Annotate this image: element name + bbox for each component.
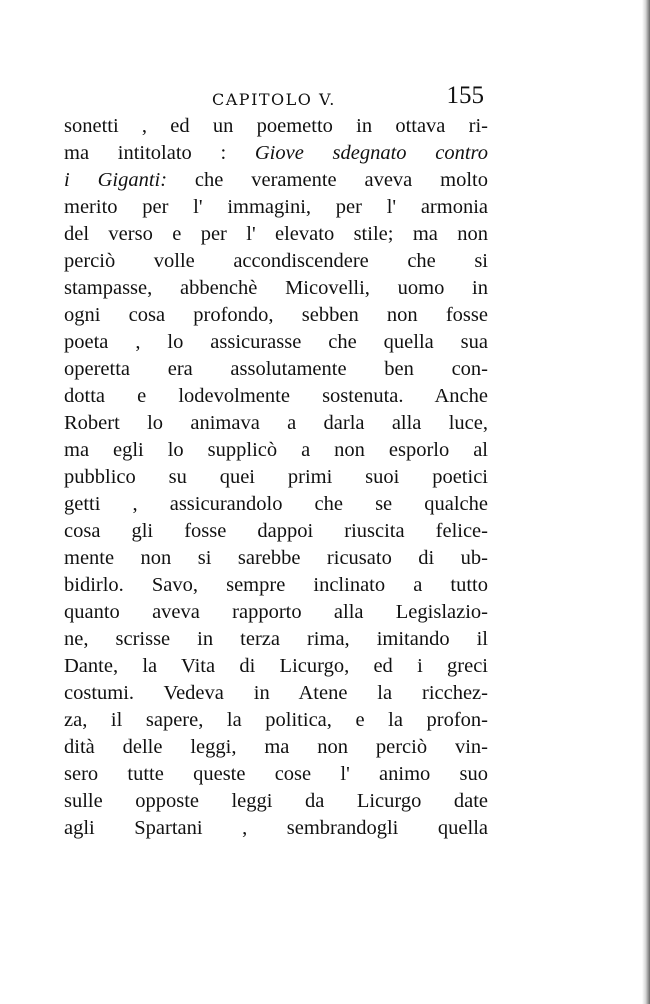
- text-span: ogni cosa profondo, sebben non fosse: [64, 304, 488, 326]
- text-line: [64, 248, 488, 275]
- text-span: sonetti , ed un poemetto in ottava ri-: [64, 115, 488, 137]
- text-line: [64, 464, 488, 491]
- text-span: merito per l' immagini, per l' armonia: [64, 196, 488, 218]
- text-line: [64, 437, 488, 464]
- text-span: sulle opposte leggi da Licurgo date: [64, 790, 488, 812]
- text-span: poeta , lo assicurasse che quella sua: [64, 331, 488, 353]
- text-span: quanto aveva rapporto alla Legislazio-: [64, 601, 488, 623]
- text-line: [64, 572, 488, 599]
- text-span: ne, scrisse in terza rima, imitando il: [64, 628, 488, 650]
- text-span: ma intitolato :: [64, 142, 255, 164]
- text-line: [64, 545, 488, 572]
- italic-title-span: Giove sdegnato contro: [254, 142, 488, 164]
- text-span: sero tutte queste cose l' animo suo: [64, 763, 488, 785]
- text-line: [64, 329, 488, 356]
- text-line: [64, 788, 488, 815]
- running-head: [64, 82, 488, 112]
- text-span: dotta e lodevolmente sostenuta. Anche: [64, 385, 488, 407]
- text-span: del verso e per l' elevato stile; ma non: [64, 223, 488, 245]
- text-span: dità delle leggi, ma non perciò vin-: [64, 736, 488, 758]
- text-span: operetta era assolutamente ben con-: [64, 358, 488, 380]
- text-span: bidirlo. Savo, sempre inclinato a tutto: [64, 574, 488, 596]
- text-line: [64, 734, 488, 761]
- text-line: [64, 221, 488, 248]
- text-span: Dante, la Vita di Licurgo, ed i greci: [64, 655, 488, 677]
- text-line: [64, 410, 488, 437]
- text-span: costumi. Vedeva in Atene la ricchez-: [64, 682, 488, 704]
- text-line: [64, 653, 488, 680]
- text-span: mente non si sarebbe ricusato di ub-: [64, 547, 488, 569]
- text-line: [64, 275, 488, 302]
- text-span: za, il sapere, la politica, e la profon-: [64, 709, 488, 731]
- text-line: [64, 680, 488, 707]
- text-line: [64, 194, 488, 221]
- text-line: [64, 815, 488, 842]
- text-span: perciò volle accondiscendere che si: [64, 250, 488, 272]
- text-span: getti , assicurandolo che se qualche: [64, 493, 488, 515]
- text-span: stampasse, abbenchè Micovelli, uomo in: [64, 277, 488, 299]
- text-line: [64, 518, 488, 545]
- text-span: agli Spartani , sembrandogli quella: [64, 817, 488, 839]
- text-line: [64, 599, 488, 626]
- text-span: pubblico su quei primi suoi poetici: [64, 466, 488, 488]
- text-line: [64, 302, 488, 329]
- page-number: 155: [446, 82, 484, 109]
- body-text: [64, 113, 488, 842]
- text-line: [64, 491, 488, 518]
- text-line: [64, 167, 488, 194]
- text-line: [64, 356, 488, 383]
- text-line: [64, 761, 488, 788]
- chapter-title: CAPITOLO V.: [212, 90, 336, 109]
- text-span: che veramente aveva molto: [167, 169, 488, 191]
- text-span: ma egli lo supplicò a non esporlo al: [64, 439, 488, 461]
- text-span: cosa gli fosse dappoi riuscita felice-: [64, 520, 488, 542]
- page-edge-shadow: [642, 0, 650, 1004]
- text-line: [64, 113, 488, 140]
- italic-title-span: i Giganti:: [64, 169, 168, 191]
- text-span: Robert lo animava a darla alla luce,: [64, 412, 488, 434]
- text-line: [64, 707, 488, 734]
- text-line: [64, 140, 488, 167]
- text-line: [64, 383, 488, 410]
- text-line: [64, 626, 488, 653]
